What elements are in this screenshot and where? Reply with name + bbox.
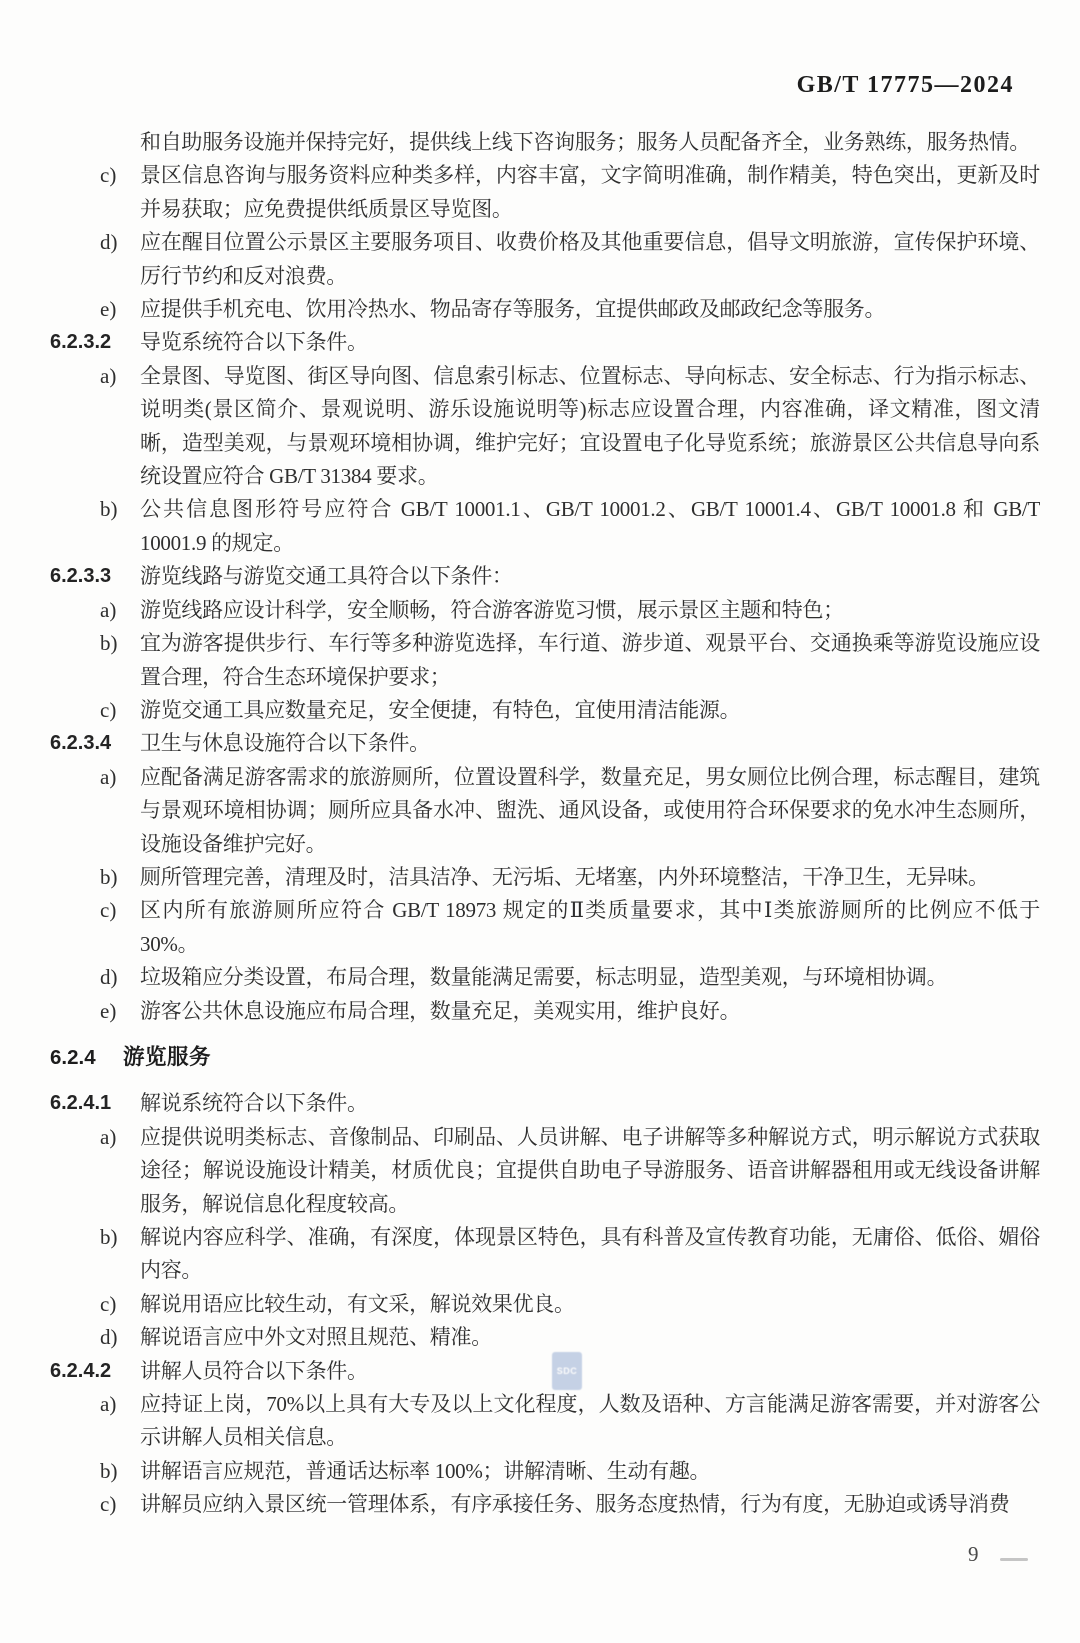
item-letter: b): [100, 1458, 118, 1483]
list-item: [50, 761, 1040, 861]
item-letter: a): [100, 597, 117, 622]
list-item: [50, 493, 1040, 560]
list-item: [50, 627, 1040, 694]
item-letter: c): [100, 1291, 117, 1316]
clause-number: 6.2.3.3: [50, 565, 112, 588]
clause-text: 公共信息图形符号应符合 GB/T 10001.1、GB/T 10001.2、GB/T 10001.4、GB/T 10001.8 和 GB/T 10001.9 的规定。: [140, 497, 1040, 555]
clause-number: 6.2.4.2: [50, 1359, 112, 1382]
clause-text: 和自助服务设施并保持完好，提供线上线下咨询服务；服务人员配备齐全，业务熟练，服务热情。: [140, 130, 1031, 154]
list-item: [50, 894, 1040, 961]
list-item: [50, 594, 1040, 627]
clause-text: 宜为游客提供步行、车行等多种游览选择，车行道、游步道、观景平台、交通换乘等游览设施应设置合理，符合生态环境保护要求；: [140, 631, 1040, 689]
clause-text: 游览线路应设计科学，安全顺畅，符合游客游览习惯，展示景区主题和特色；: [140, 597, 844, 622]
clause-text: 全景图、导览图、街区导向图、信息索引标志、位置标志、导向标志、安全标志、行为指示标志、说明类(景区简介、景观说明、游乐设施说明等)标志应设置合理，内容准确，译文精准，图文清晰，造型美观，与景观环境相协调，维护完好；宜设置电子化导览系统；旅游景区公共信息导向系统设置应符合 GB/T 31384 要求。: [140, 363, 1040, 489]
item-letter: c): [100, 697, 117, 722]
section-clause: [50, 727, 1040, 760]
list-item: [50, 1288, 1040, 1321]
document-body: [50, 126, 1040, 1522]
clause-continuation: [50, 126, 1040, 159]
item-letter: e): [100, 998, 117, 1023]
clause-text: 讲解人员符合以下条件。: [140, 1358, 368, 1383]
item-letter: c): [100, 163, 117, 188]
scan-artifact-line: [1000, 1558, 1028, 1561]
item-letter: c): [100, 898, 117, 923]
item-letter: c): [100, 1492, 117, 1517]
item-letter: d): [100, 965, 118, 990]
item-letter: d): [100, 1325, 118, 1350]
item-letter: b): [100, 497, 118, 522]
list-item: [50, 293, 1040, 326]
list-item: [50, 961, 1040, 994]
item-letter: a): [100, 1392, 117, 1417]
list-item: [50, 1121, 1040, 1221]
clause-text: 游览线路与游览交通工具符合以下条件：: [140, 564, 513, 589]
standard-code: GB/T 17775—2024: [796, 72, 1014, 98]
watermark-text: SDC: [556, 1366, 578, 1376]
clause-text: 区内所有旅游厕所应符合 GB/T 18973 规定的Ⅱ类质量要求，其中Ⅰ类旅游厕所的比例应不低于 30%。: [140, 898, 1040, 956]
item-letter: a): [100, 363, 117, 388]
page-number: 9: [968, 1542, 979, 1566]
watermark-stamp: [552, 1352, 582, 1390]
list-item: [50, 1455, 1040, 1488]
clause-text: 应配备满足游客需求的旅游厕所，位置设置科学，数量充足，男女厕位比例合理，标志醒目，建筑与景观环境相协调；厕所应具备水冲、盥洗、通风设备，或使用符合环保要求的免水冲生态厕所，设施设备维护完好。: [140, 764, 1040, 856]
list-item: [50, 861, 1040, 894]
clause-text: 应提供说明类标志、音像制品、印刷品、人员讲解、电子讲解等多种解说方式，明示解说方式获取途径；解说设施设计精美，材质优良；宜提供自助电子导游服务、语音讲解器租用或无线设备讲解服务，解说信息化程度较高。: [140, 1124, 1040, 1216]
clause-number: 6.2.3.2: [50, 331, 112, 354]
clause-text: 景区信息咨询与服务资料应种类多样，内容丰富，文字简明准确，制作精美，特色突出，更新及时并易获取；应免费提供纸质景区导览图。: [140, 163, 1040, 221]
clause-text: 讲解语言应规范，普通话达标率 100%；讲解清晰、生动有趣。: [140, 1458, 711, 1483]
clause-text: 解说内容应科学、准确，有深度，体现景区特色，具有科普及宣传教育功能，无庸俗、低俗、媚俗内容。: [140, 1225, 1040, 1283]
clause-text: 游览服务: [123, 1044, 212, 1069]
item-letter: b): [100, 864, 118, 889]
clause-text: 游客公共休息设施应布局合理，数量充足，美观实用，维护良好。: [140, 998, 741, 1023]
list-item: [50, 1388, 1040, 1455]
section-clause: [50, 560, 1040, 593]
clause-number: 6.2.4: [50, 1045, 96, 1069]
list-item: [50, 1221, 1040, 1288]
clause-number: 6.2.3.4: [50, 732, 112, 755]
item-letter: a): [100, 1124, 117, 1149]
list-item: [50, 1321, 1040, 1354]
list-item: [50, 1488, 1040, 1521]
list-item: [50, 360, 1040, 494]
item-letter: a): [100, 764, 117, 789]
item-letter: e): [100, 297, 117, 322]
clause-text: 垃圾箱应分类设置，布局合理，数量能满足需要，标志明显，造型美观，与环境相协调。: [140, 965, 948, 990]
clause-number: 6.2.4.1: [50, 1092, 112, 1115]
section-clause: [50, 1355, 1040, 1388]
item-letter: b): [100, 631, 118, 656]
clause-text: 游览交通工具应数量充足，安全便捷，有特色，宜使用清洁能源。: [140, 697, 741, 722]
list-item: [50, 159, 1040, 226]
item-letter: d): [100, 230, 118, 255]
section-heading: [50, 1041, 1040, 1074]
clause-text: 卫生与休息设施符合以下条件。: [140, 731, 430, 756]
clause-text: 导览系统符合以下条件。: [140, 330, 368, 355]
section-clause: [50, 326, 1040, 359]
clause-text: 解说语言应中外文对照且规范、精准。: [140, 1325, 492, 1350]
clause-text: 应在醒目位置公示景区主要服务项目、收费价格及其他重要信息，倡导文明旅游，宣传保护环境、厉行节约和反对浪费。: [140, 230, 1040, 288]
clause-text: 应提供手机充电、饮用冷热水、物品寄存等服务，宜提供邮政及邮政纪念等服务。: [140, 297, 886, 322]
list-item: [50, 995, 1040, 1028]
clause-text: 讲解员应纳入景区统一管理体系，有序承接任务、服务态度热情，行为有度，无胁迫或诱导消费: [140, 1492, 1010, 1517]
clause-text: 解说用语应比较生动，有文采，解说效果优良。: [140, 1291, 575, 1316]
item-letter: b): [100, 1225, 118, 1249]
list-item: [50, 694, 1040, 727]
clause-text: 应持证上岗，70%以上具有大专及以上文化程度，人数及语种、方言能满足游客需要，并对游客公示讲解人员相关信息。: [140, 1392, 1040, 1450]
clause-text: 厕所管理完善，清理及时，洁具洁净、无污垢、无堵塞，内外环境整洁，干净卫生，无异味。: [140, 864, 989, 889]
section-clause: [50, 1087, 1040, 1120]
clause-text: 解说系统符合以下条件。: [140, 1091, 368, 1116]
list-item: [50, 226, 1040, 293]
